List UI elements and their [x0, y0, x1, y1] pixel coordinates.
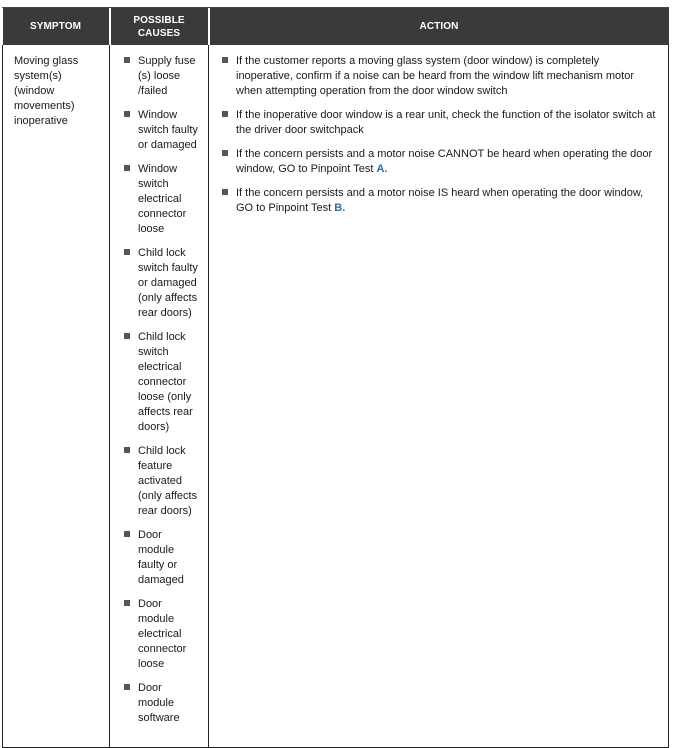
action-text: If the inoperative door window is a rear unit, check the function of the isolator switch at the driver door switchpack [236, 109, 656, 136]
square-bullet-icon [124, 531, 130, 537]
square-bullet-icon [124, 333, 130, 339]
square-bullet-icon [124, 249, 130, 255]
header-possible-causes: POSSIBLE CAUSES [110, 8, 209, 45]
cause-item [124, 246, 200, 321]
causes-list [124, 54, 200, 726]
square-bullet-icon [222, 57, 228, 63]
cause-text: Child lock feature activated (only affects rear doors) [138, 445, 198, 517]
square-bullet-icon [222, 189, 228, 195]
cause-text: Window switch electrical connector loose [138, 163, 187, 235]
action-item [222, 108, 658, 138]
symptom-cell: Moving glass system(s) (window movements) inoperative [3, 45, 110, 748]
cause-text: Child lock switch electrical connector loose (only affects rear doors) [138, 331, 193, 433]
causes-cell [110, 45, 209, 748]
cause-item [124, 597, 200, 672]
cause-item [124, 528, 200, 588]
diagnostic-table [2, 8, 669, 748]
square-bullet-icon [124, 600, 130, 606]
cause-item [124, 681, 200, 726]
cause-item [124, 330, 200, 435]
pinpoint-test-a-link[interactable]: A [376, 163, 385, 175]
action-list [222, 54, 658, 216]
header-action: ACTION [209, 8, 669, 45]
cause-item [124, 162, 200, 237]
square-bullet-icon [222, 150, 228, 156]
action-item [222, 186, 658, 216]
cause-text: Window switch faulty or damaged [138, 109, 198, 151]
header-row [3, 8, 669, 45]
cause-item [124, 54, 200, 99]
cause-item [124, 444, 200, 519]
square-bullet-icon [124, 57, 130, 63]
square-bullet-icon [124, 165, 130, 171]
header-symptom: SYMPTOM [3, 8, 110, 45]
action-text: If the concern persists and a motor noise CANNOT be heard when operating the door window, GO to Pinpoint Test [236, 148, 653, 175]
action-cell [209, 45, 669, 748]
cause-text: Door module faulty or damaged [138, 529, 184, 586]
square-bullet-icon [124, 684, 130, 690]
pinpoint-test-b-link[interactable]: B [334, 202, 343, 214]
cause-item [124, 108, 200, 153]
cause-text: Door module software [138, 682, 180, 724]
square-bullet-icon [124, 111, 130, 117]
action-item [222, 54, 658, 99]
table-row [3, 45, 669, 748]
cause-text: Door module electrical connector loose [138, 598, 187, 670]
cause-text: Child lock switch faulty or damaged (only affects rear doors) [138, 247, 198, 319]
cause-text: Supply fuse (s) loose /failed [138, 55, 196, 97]
diagnostic-table-frame [2, 7, 669, 742]
action-text: If the customer reports a moving glass system (door window) is completely inoperative, confirm if a noise can be heard from the window lift mechanism motor when attempting operation from the door window switch [236, 55, 635, 97]
square-bullet-icon [222, 111, 228, 117]
action-item [222, 147, 658, 177]
action-text: If the concern persists and a motor noise IS heard when operating the door window, GO to Pinpoint Test [236, 187, 644, 214]
link-period: . [384, 163, 388, 175]
link-period: . [342, 202, 346, 214]
square-bullet-icon [124, 447, 130, 453]
